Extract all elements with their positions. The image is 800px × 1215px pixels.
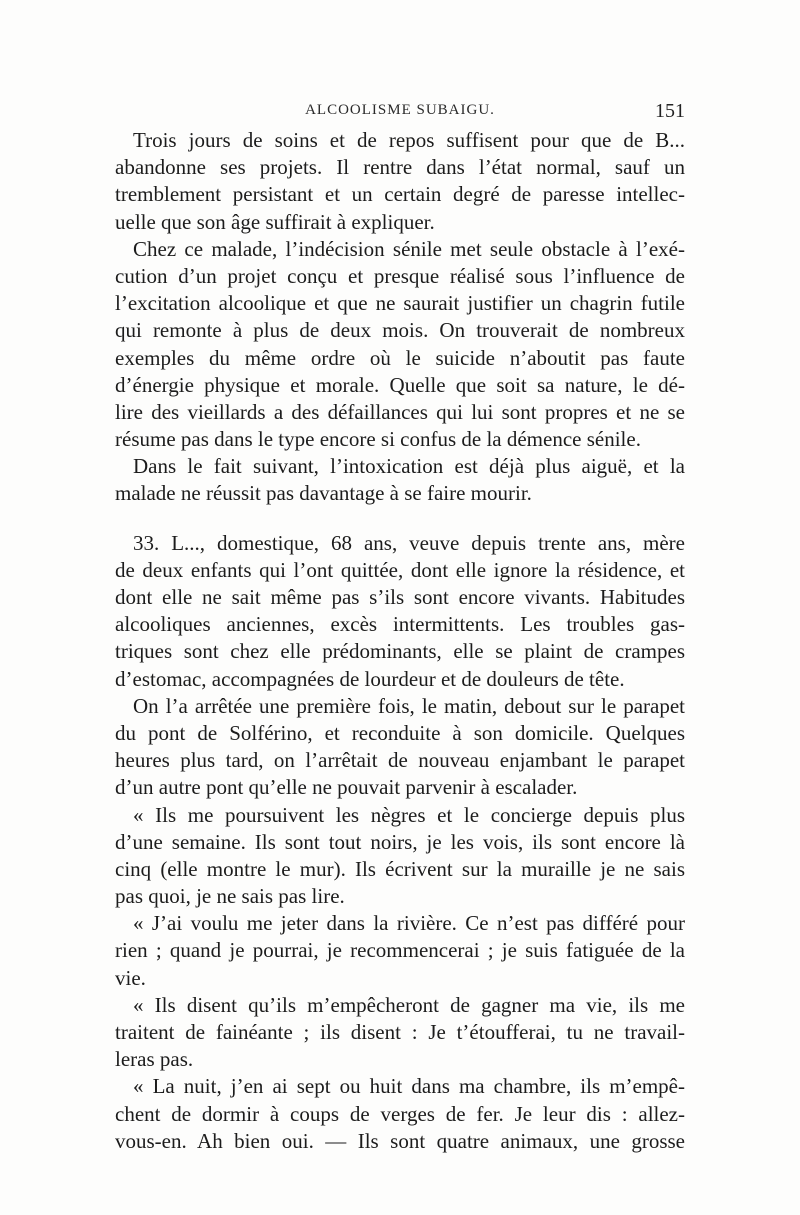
text-line: uelle que son âge suffirait à expliquer.	[115, 209, 435, 234]
text-line: l’excitation alcoolique et que ne saurait justifier un chagrin futile	[115, 291, 685, 316]
text-line: pas quoi, je ne sais pas lire.	[115, 884, 345, 909]
text-line: résume pas dans le type encore si confus de la démence sénile.	[115, 427, 641, 452]
text-line: d’un autre pont qu’elle ne pouvait parvenir à escalader.	[115, 775, 578, 800]
text-line: 33. L..., domestique, 68 ans, veuve depuis trente ans, mère	[133, 530, 685, 555]
text-line: rien ; quand je pourrai, je recommencerai ; je suis fatiguée de la	[115, 938, 685, 963]
text-line: Chez ce malade, l’indécision sénile met seule obstacle à l’exé-	[133, 236, 685, 261]
text-line: « J’ai voulu me jeter dans la rivière. Ce n’est pas différé pour	[133, 911, 685, 936]
text-line: abandonne ses projets. Il rentre dans l’état normal, sauf un	[115, 155, 685, 180]
text-line: alcooliques anciennes, excès intermittents. Les troubles gas-	[115, 612, 685, 637]
text-line: vous-en. Ah bien oui. — Ils sont quatre animaux, une grosse	[115, 1128, 685, 1153]
text-line: tremblement persistant et un certain degré de paresse intellec-	[115, 182, 685, 207]
text-line: exemples du même ordre où le suicide n’aboutit pas faute	[115, 345, 685, 370]
text-line: cution d’un projet conçu et presque réalisé sous l’influence de	[115, 263, 685, 288]
text-line: heures plus tard, on l’arrêtait de nouveau enjambant le parapet	[115, 748, 685, 773]
text-line: dont elle ne sait même pas s’ils sont encore vivants. Habitudes	[115, 585, 685, 609]
text-line: d’énergie physique et morale. Quelle que soit sa nature, le dé-	[115, 372, 685, 397]
text-line: malade ne réussit pas davantage à se faire mourir.	[115, 481, 532, 506]
page-number: 151	[655, 100, 685, 122]
text-line: « Ils disent qu’ils m’empêcheront de gagner ma vie, ils me	[133, 992, 685, 1017]
text-line: « Ils me poursuivent les nègres et le concierge depuis plus	[133, 802, 685, 827]
body-text	[115, 127, 685, 1155]
text-line: lire des vieillards a des défaillances qui lui sont propres et ne se	[115, 399, 685, 424]
text-line: Trois jours de soins et de repos suffisent pour que de B...	[133, 128, 685, 152]
section-gap	[115, 508, 685, 530]
text-line: d’une semaine. Ils sont tout noirs, je les vois, ils sont encore là	[115, 829, 685, 854]
text-line: Dans le fait suivant, l’intoxication est déjà plus aiguë, et la	[133, 454, 685, 479]
running-title: ALCOOLISME SUBAIGU.	[305, 102, 495, 118]
text-line: triques sont chez elle prédominants, elle se plaint de crampes	[115, 639, 685, 664]
text-line: de deux enfants qui l’ont quittée, dont elle ignore la résidence, et	[115, 557, 685, 582]
text-line: du pont de Solférino, et reconduite à son domicile. Quelques	[115, 720, 685, 745]
text-line: d’estomac, accompagnées de lourdeur et de douleurs de tête.	[115, 666, 625, 691]
text-line: chent de dormir à coups de verges de fer. Je leur dis : allez-	[115, 1101, 685, 1126]
text-line: vie.	[115, 965, 146, 990]
text-line: qui remonte à plus de deux mois. On trouverait de nombreux	[115, 318, 685, 343]
running-head	[115, 100, 685, 124]
text-line: leras pas.	[115, 1047, 194, 1072]
text-line: « La nuit, j’en ai sept ou huit dans ma chambre, ils m’empê-	[133, 1074, 685, 1099]
text-line: traitent de fainéante ; ils disent : Je t’étoufferai, tu ne travail-	[115, 1020, 685, 1044]
text-line: On l’a arrêtée une première fois, le matin, debout sur le parapet	[133, 693, 685, 718]
text-line: cinq (elle montre le mur). Ils écrivent sur la muraille je ne sais	[115, 856, 685, 881]
